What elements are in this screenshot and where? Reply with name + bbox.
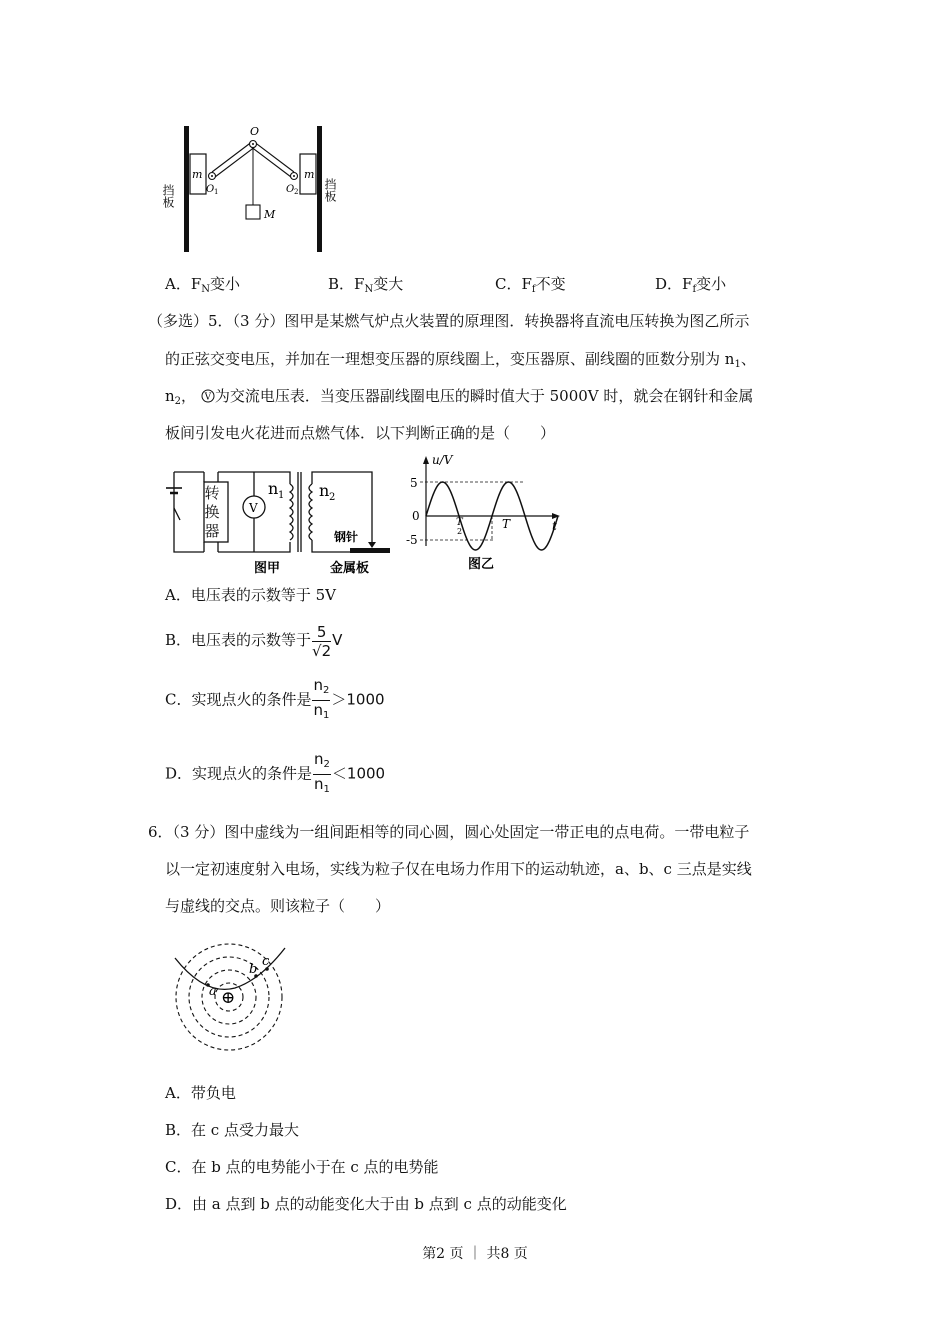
svg-text:2: 2 bbox=[294, 188, 299, 196]
q5-option-c-fraction: $\frac{n_2}{n_1}$ bbox=[313, 676, 330, 721]
q4-option-a[interactable]: A．$F_N$变小 bbox=[165, 275, 241, 295]
q4-option-d[interactable]: D．$F_f$变小 bbox=[655, 275, 727, 295]
svg-text:1: 1 bbox=[214, 188, 219, 196]
q5-option-b-fraction: $\frac{5}{√2}$ bbox=[312, 622, 332, 660]
q5-stem-line4: 板间引发电火花进而点燃气体．以下判断正确的是（ ） bbox=[165, 424, 556, 442]
svg-text:n: n bbox=[268, 479, 279, 498]
q5-stem-line1: （多选）5．（3 分）图甲是某燃气炉点火装置的原理图．转换器将直流电压转换为图乙所示 bbox=[148, 312, 750, 330]
svg-text:M: M bbox=[264, 208, 276, 221]
voltmeter-icon bbox=[201, 389, 215, 403]
svg-text:2: 2 bbox=[329, 492, 336, 503]
q4-right-board bbox=[317, 126, 322, 252]
svg-text:图乙: 图乙 bbox=[468, 557, 495, 572]
svg-text:O: O bbox=[206, 184, 215, 195]
svg-text:钢针: 钢针 bbox=[334, 530, 359, 544]
q4-board-label-right: 挡板 bbox=[323, 178, 337, 202]
q6-option-d[interactable]: D．由 a 点到 b 点的动能变化大于由 b 点到 c 点的动能变化 bbox=[165, 1195, 567, 1213]
svg-text:5: 5 bbox=[410, 476, 418, 490]
svg-text:u/V: u/V bbox=[432, 453, 453, 467]
q4-label-o: O bbox=[250, 125, 260, 138]
svg-text:-5: -5 bbox=[406, 533, 418, 547]
q6-positive-charge: ⊕ bbox=[221, 988, 236, 1008]
svg-text:金属板: 金属板 bbox=[330, 561, 370, 576]
q4-figure bbox=[160, 120, 360, 260]
q6-stem-line2: 以一定初速度射入电场，实线为粒子仅在电场力作用下的运动轨迹，a、b、c 三点是实线 bbox=[165, 860, 752, 878]
svg-text:图甲: 图甲 bbox=[254, 561, 281, 576]
q4-mass-m bbox=[246, 205, 260, 219]
q5-metal-plate bbox=[350, 548, 390, 553]
q6-option-c[interactable]: C．在 b 点的电势能小于在 c 点的电势能 bbox=[165, 1158, 439, 1176]
svg-text:a: a bbox=[209, 984, 217, 999]
svg-text:m: m bbox=[304, 168, 315, 181]
q5-option-d-fraction: $\frac{n_2}{n_1}$ bbox=[314, 750, 330, 795]
q5-figure-yi bbox=[404, 448, 570, 572]
q6-option-a[interactable]: A．带负电 bbox=[165, 1084, 236, 1102]
q5-figure-jia bbox=[162, 466, 394, 578]
q5-option-b[interactable]: B．电压表的示数等于 $\frac{5}{√2}$ V bbox=[165, 622, 343, 660]
q6-option-b[interactable]: B．在 c 点受力最大 bbox=[165, 1121, 299, 1139]
svg-text:n: n bbox=[319, 481, 330, 500]
svg-text:V: V bbox=[249, 501, 258, 515]
q6-figure bbox=[165, 940, 295, 1070]
q5-stem-line3: $n_2$， V 为交流电压表．当变压器副线圈电压的瞬时值大于 5000V 时，就会在钢针和金属 bbox=[165, 387, 754, 407]
q4-left-board bbox=[184, 126, 189, 252]
svg-text:T: T bbox=[502, 517, 511, 531]
svg-text:m: m bbox=[192, 168, 203, 181]
svg-text:b: b bbox=[249, 962, 258, 977]
q5-stem-line2: 的正弦交变电压，并加在一理想变压器的原线圈上，变压器原、副线圈的匝数分别为 $n_1$、 bbox=[165, 350, 756, 370]
svg-text:c: c bbox=[262, 954, 270, 969]
svg-text:t: t bbox=[552, 519, 557, 533]
page-footer: 第2 页 ｜ 共8 页 bbox=[422, 1246, 528, 1262]
q6-stem-line3: 与虚线的交点。则该粒子（ ） bbox=[165, 897, 391, 915]
svg-text:V: V bbox=[204, 392, 211, 403]
svg-text:0: 0 bbox=[412, 509, 420, 523]
q5-option-c[interactable]: C．实现点火的条件是 $\frac{n_2}{n_1}$ ＞1000 bbox=[165, 676, 385, 722]
svg-text:T: T bbox=[456, 517, 463, 528]
svg-text:2: 2 bbox=[457, 527, 463, 536]
q5-option-a[interactable]: A．电压表的示数等于 5V bbox=[165, 586, 336, 604]
q6-stem-line1: 6．（3 分）图中虚线为一组间距相等的同心圆，圆心处固定一带正电的点电荷。一带电粒子 bbox=[148, 823, 750, 841]
svg-text:1: 1 bbox=[278, 490, 285, 501]
q4-option-c[interactable]: C．$F_f$不变 bbox=[495, 275, 566, 295]
q4-board-label-left: 挡板 bbox=[161, 184, 175, 208]
q5-option-d[interactable]: D．实现点火的条件是 $\frac{n_2}{n_1}$ ＜1000 bbox=[165, 750, 385, 796]
q4-option-b[interactable]: B．$F_N$变大 bbox=[328, 275, 404, 295]
svg-text:O: O bbox=[286, 184, 295, 195]
q5-converter-text: 转 换 器 bbox=[204, 484, 220, 540]
